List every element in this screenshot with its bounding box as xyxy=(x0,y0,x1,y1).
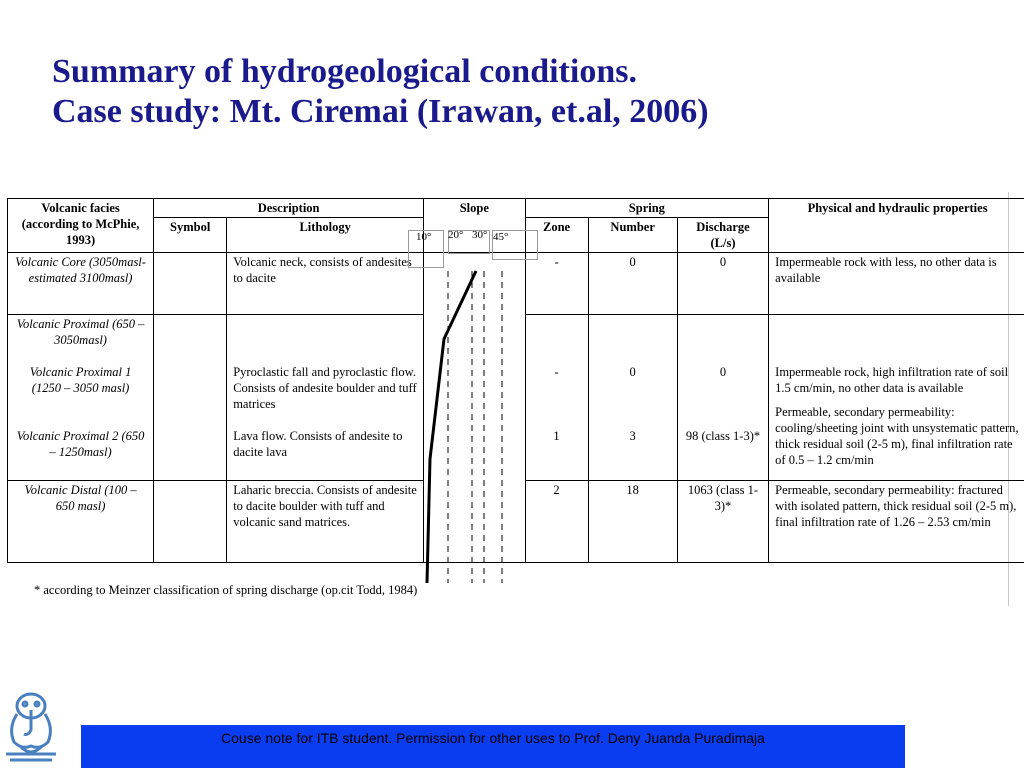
number-proximal-1: 0 xyxy=(629,365,636,379)
facies-proximal-group xyxy=(8,315,154,481)
itb-ganesha-logo-icon xyxy=(0,684,62,764)
zone-proximal-1: - xyxy=(554,365,559,379)
header-discharge: Discharge (L/s) xyxy=(677,218,768,253)
header-number: Number xyxy=(588,218,677,253)
symbol-proximal xyxy=(154,315,227,481)
slope-profile-line xyxy=(427,271,476,583)
lithology-proximal-group xyxy=(227,315,424,481)
properties-proximal-1: Impermeable rock, high infiltration rate of soil 1.5 cm/min, no other data is available xyxy=(775,365,1009,395)
title-line-1: Summary of hydrogeological conditions. xyxy=(52,53,637,90)
slope-profile-svg xyxy=(424,253,524,583)
header-physical: Physical and hydraulic properties xyxy=(769,199,1024,253)
facies-proximal-1: Volcanic Proximal 1 (1250 – 3050 masl) xyxy=(29,365,132,395)
zone-proximal-2: 1 xyxy=(553,429,560,443)
table-row-core xyxy=(8,253,1024,315)
properties-proximal-2: Permeable, secondary permeability: cooling/sheeting joint with unsystematic pattern, thick residual soil (2-5 m), final infiltration rate of 0.5 – 1.2 cm/min xyxy=(775,405,1019,467)
discharge-proximal-group xyxy=(677,315,768,481)
discharge-proximal-1: 0 xyxy=(719,365,727,379)
header-description: Description xyxy=(154,199,424,218)
header-slope-label: Slope xyxy=(459,201,489,215)
properties-distal: Permeable, secondary permeability: fractured with isolated pattern, thick residual soil (2-5 m), final infiltration rate of 1.26 – 2.53 cm/min xyxy=(769,481,1024,563)
number-proximal-group xyxy=(588,315,677,481)
properties-proximal-group xyxy=(769,315,1024,481)
discharge-core: 0 xyxy=(677,253,768,315)
facies-proximal: Volcanic Proximal (650 – 3050masl) xyxy=(16,317,145,347)
footnote: * according to Meinzer classification of spring discharge (op.cit Todd, 1984) xyxy=(34,583,418,597)
symbol-distal xyxy=(154,481,227,563)
properties-core: Impermeable rock with less, no other data is available xyxy=(769,253,1024,315)
slope-profile-cell xyxy=(424,253,525,563)
facies-distal: Volcanic Distal (100 – 650 masl) xyxy=(8,481,154,563)
symbol-core xyxy=(154,253,227,315)
zone-core: - xyxy=(525,253,588,315)
slope-degree-45: 45° xyxy=(493,231,509,243)
discharge-distal: 1063 (class 1-3)* xyxy=(677,481,768,563)
header-symbol: Symbol xyxy=(154,218,227,253)
zone-proximal-group xyxy=(525,315,588,481)
slide-title xyxy=(52,52,992,132)
lithology-core: Volcanic neck, consists of andesites to dacite xyxy=(227,253,424,315)
footer-banner: Couse note for ITB student. Permission for other uses to Prof. Deny Juanda Puradimaja xyxy=(81,725,905,768)
header-facies: Volcanic facies (according to McPhie, 1993) xyxy=(8,199,154,253)
lithology-proximal-1: Pyroclastic fall and pyroclastic flow. Consists of andesite boulder and tuff matrices xyxy=(233,365,417,411)
header-spring: Spring xyxy=(525,199,769,218)
facies-proximal-2: Volcanic Proximal 2 (650 – 1250masl) xyxy=(16,429,145,459)
title-line-2: Case study: Mt. Ciremai (Irawan, et.al, 2006) xyxy=(52,93,709,130)
header-row-1 xyxy=(8,199,1024,218)
number-distal: 18 xyxy=(588,481,677,563)
slope-degree-20: 20° xyxy=(448,229,464,241)
number-core: 0 xyxy=(588,253,677,315)
header-zone: Zone xyxy=(525,218,588,253)
number-proximal-2: 3 xyxy=(629,429,636,443)
zone-distal: 2 xyxy=(525,481,588,563)
lithology-distal: Laharic breccia. Consists of andesite to dacite boulder with tuff and volcanic sand matrices. xyxy=(227,481,424,563)
header-lithology: Lithology xyxy=(227,218,424,253)
lithology-proximal-2: Lava flow. Consists of andesite to dacite lava xyxy=(233,429,403,459)
slope-degree-10: 10° xyxy=(416,231,432,243)
discharge-proximal-2: 98 (class 1-3)* xyxy=(685,429,761,443)
facies-core: Volcanic Core (3050masl-estimated 3100masl) xyxy=(8,253,154,315)
slope-degree-30: 30° xyxy=(472,229,488,241)
